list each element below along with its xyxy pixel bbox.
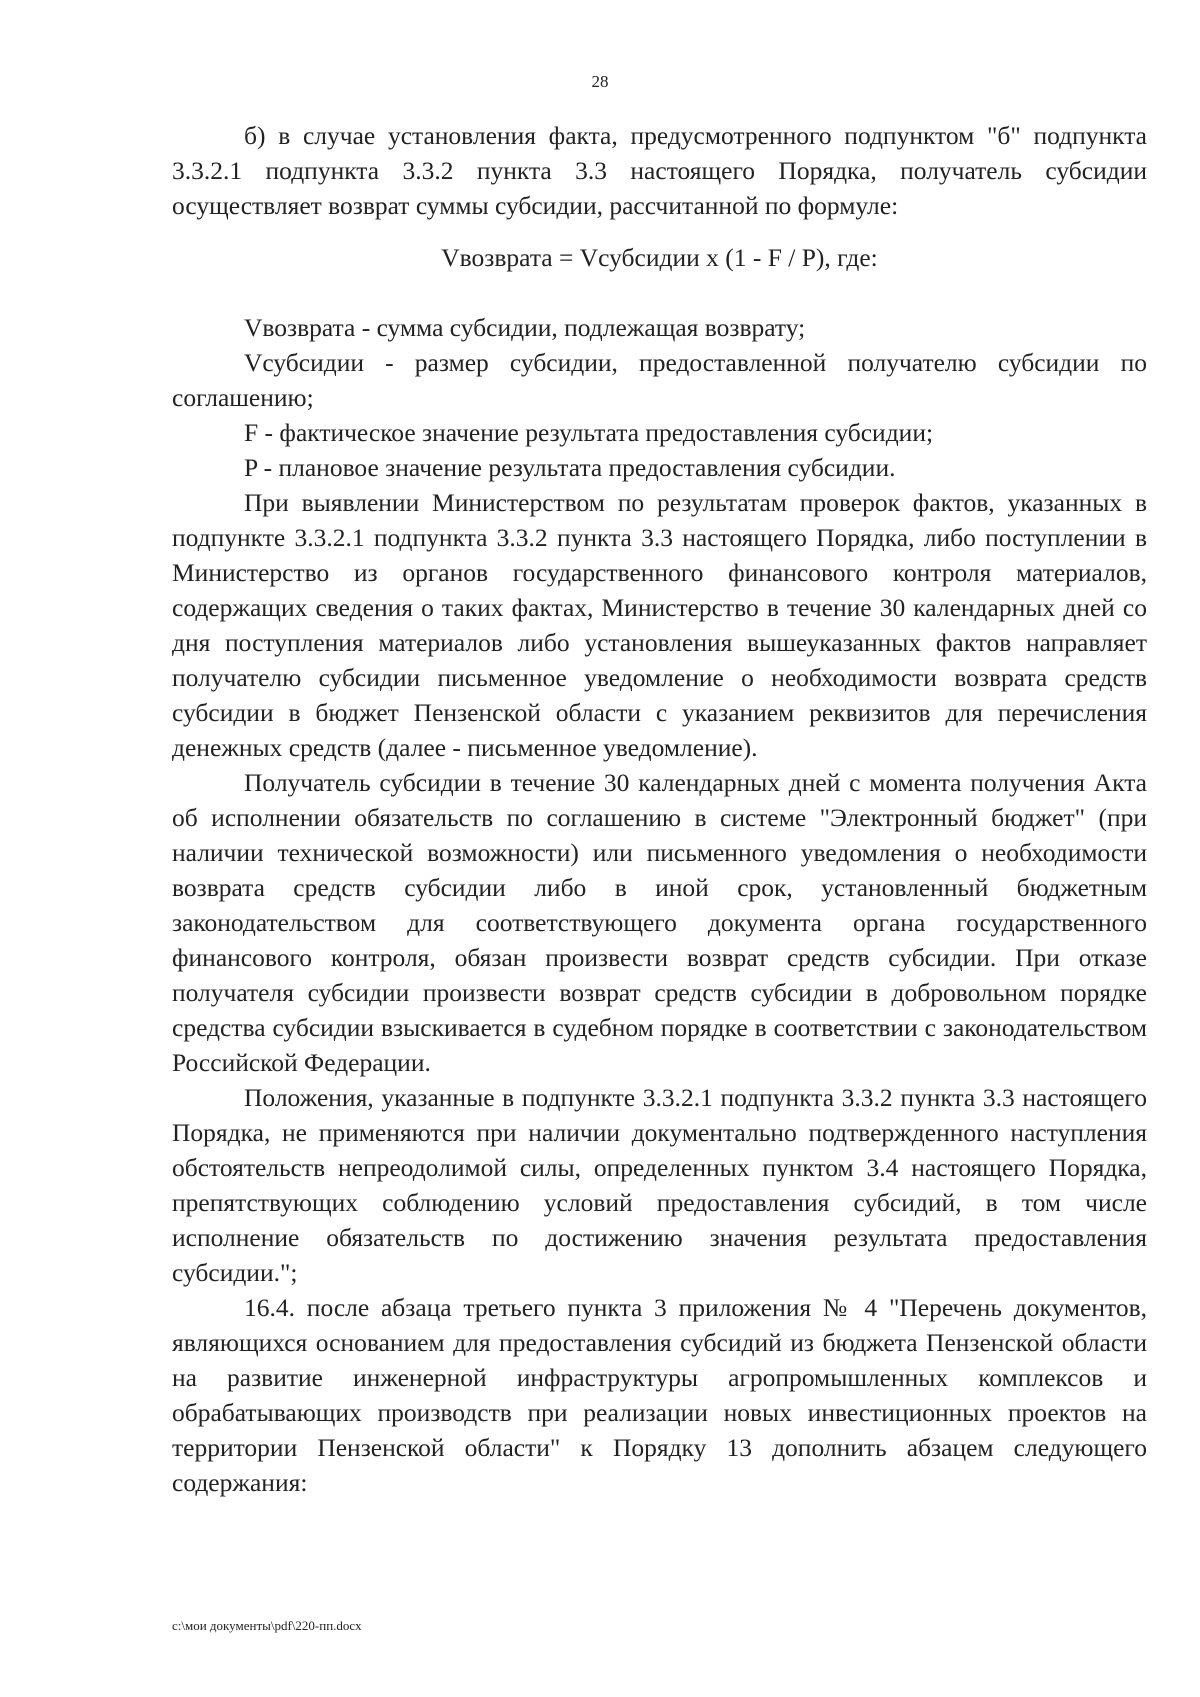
- definition-v-refund: Vвозврата - сумма субсидии, подлежащая возврату;: [244, 313, 806, 342]
- definition-f: F - фактическое значение результата предоставления субсидии;: [244, 418, 934, 447]
- document-body: [172, 118, 1147, 1500]
- page-number: 28: [591, 72, 609, 91]
- footer-file-path: c:\мои документы\pdf\220-пп.docx: [172, 1618, 362, 1633]
- definition-p: P - плановое значение результата предоставления субсидии.: [244, 453, 896, 482]
- paragraph-recipient-refund: Получатель субсидии в течение 30 календарных дней с момента получения Акта об исполнении обязательств по соглашению в системе "Электронный бюджет" (при наличии технической возможности) или письменного уведомления о необходимости возврата средств субсидии либо в иной срок, установленный бюджетным законодательством для соответствующего документа органа государственного финансового контроля, обязан произвести возврат средств субсидии. При отказе получателя субсидии произвести возврат средств субсидии в добровольном порядке средства субсидии взыскивается в судебном порядке в соответствии с законодательством Российской Федерации.: [172, 768, 1147, 1077]
- definition-v-subsidy: Vсубсидии - размер субсидии, предоставленной получателю субсидии по соглашению;: [172, 348, 1147, 412]
- paragraph-refund-case-b: б) в случае установления факта, предусмотренного подпунктом "б" подпункта 3.3.2.1 подпункта 3.3.2 пункта 3.3 настоящего Порядка, получатель субсидии осуществляет возврат суммы субсидии, рассчитанной по формуле:: [172, 121, 1147, 220]
- refund-formula: Vвозврата = Vсубсидии х (1 - F / P), где:: [441, 243, 878, 272]
- paragraph-ministry-notice: При выявлении Министерством по результатам проверок фактов, указанных в подпункте 3.3.2.1 подпункта 3.3.2 пункта 3.3 настоящего Порядка, либо поступлении в Министерство из органов государственного финансового контроля материалов, содержащих сведения о таких фактах, Министерство в течение 30 календарных дней со дня поступления материалов либо установления вышеуказанных фактов направляет получателю субсидии письменное уведомление о необходимости возврата средств субсидии в бюджет Пензенской области с указанием реквизитов для перечисления денежных средств (далее - письменное уведомление).: [172, 488, 1147, 762]
- paragraph-16-4: 16.4. после абзаца третьего пункта 3 приложения № 4 "Перечень документов, являющихся основанием для предоставления субсидий из бюджета Пензенской области на развитие инженерной инфраструктуры агропромышленных комплексов и обрабатывающих производств при реализации новых инвестиционных проектов на территории Пензенской области" к Порядку 13 дополнить абзацем следующего содержания:: [172, 1293, 1147, 1497]
- paragraph-force-majeure: Положения, указанные в подпункте 3.3.2.1 подпункта 3.3.2 пункта 3.3 настоящего Порядка, не применяются при наличии документально подтвержденного наступления обстоятельств непреодолимой силы, определенных пунктом 3.4 настоящего Порядка, препятствующих соблюдению условий предоставления субсидий, в том числе исполнение обязательств по достижению значения результата предоставления субсидии.";: [172, 1083, 1147, 1287]
